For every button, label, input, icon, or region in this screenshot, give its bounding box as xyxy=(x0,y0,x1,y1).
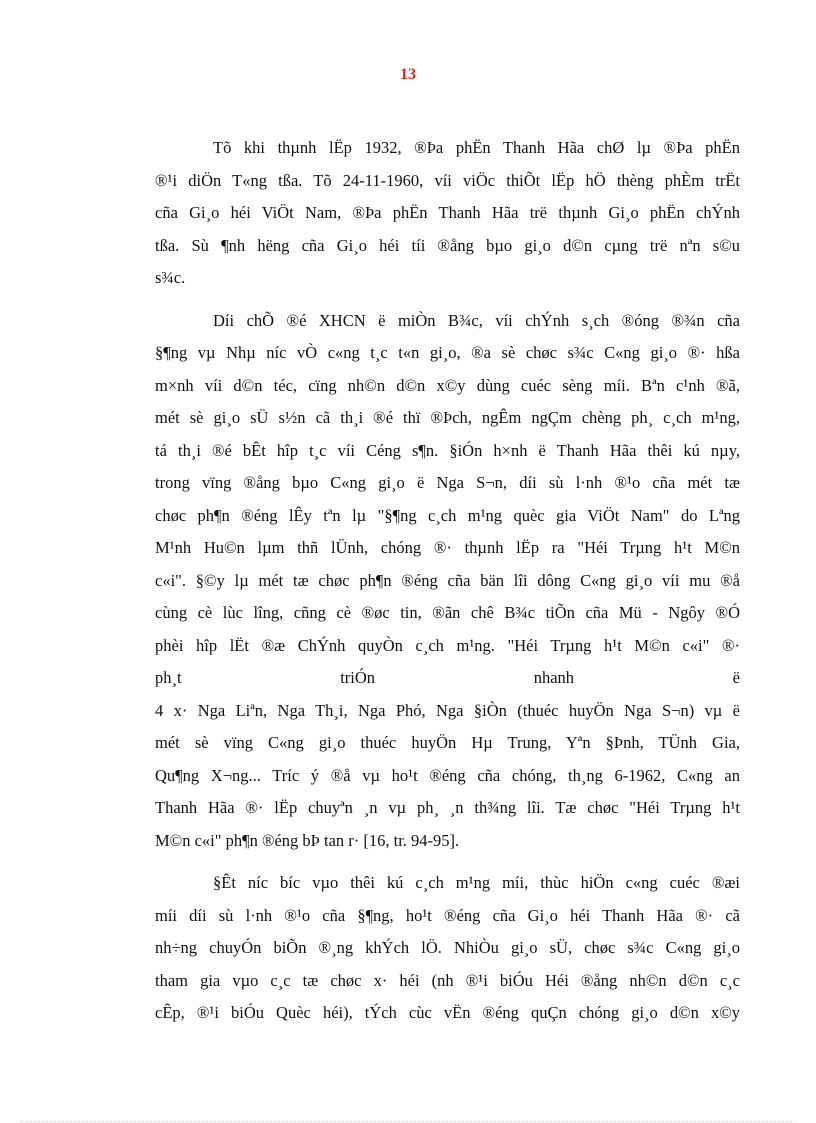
text-line: cùng cè lùc lîng, cñng cè ®øc tin, ®ãn chê B¾c tiÕn cña Mü - Ngôy ®Ó xyxy=(155,603,740,622)
text-line: mét sè vïng C«ng gi¸o thuéc huyÖn Hµ Trung, Yªn §Þnh, TÜnh Gia, xyxy=(155,733,740,752)
text-line: tßa. Sù ¶nh hëng cña Gi¸o héi tíi ®ång bµo gi¸o d©n cµng trë nªn s©u xyxy=(155,235,740,255)
text-line: cña Gi¸o héi ViÖt Nam, ®Þa phËn Thanh Hãa trë thµnh Gi¸o phËn chÝnh xyxy=(155,203,740,222)
text-line: cÊp, ®¹i biÓu Quèc héi), tÝch cùc vËn ®éng quÇn chóng gi¸o d©n x©y xyxy=(155,1003,740,1022)
text-line: Díi chÕ ®é XHCN ë miÒn B¾c, víi chÝnh s¸ch ®óng ®¾n cña xyxy=(213,310,740,330)
paragraph-2 xyxy=(155,305,740,858)
text-line: tham gia vµo c¸c tæ chøc x· héi (nh ®¹i biÓu Héi ®ång nh©n d©n c¸c xyxy=(155,970,740,990)
text-line: tá th¸i ®é bÊt hîp t¸c víi Céng s¶n. §iÓn h×nh ë Thanh Hãa thêi kú nµy, xyxy=(155,440,740,460)
document-body xyxy=(155,132,740,1030)
text-line: §Êt níc bíc vµo thêi kú c¸ch m¹ng míi, thùc hiÖn c«ng cuéc ®æi xyxy=(213,873,740,892)
text-line: mét sè gi¸o sÜ s½n cã th¸i ®é thï ®Þch, ngÊm ngÇm chèng ph¸ c¸ch m¹ng, xyxy=(155,408,740,427)
text-line: ph¸t triÓn nhanh ë xyxy=(155,668,740,687)
text-line: M¹nh Hu©n lµm thñ lÜnh, chóng ®· thµnh lËp ra "Héi Trµng h¹t M©n xyxy=(155,538,740,557)
text-line: Tõ khi thµnh lËp 1932, ®Þa phËn Thanh Hãa chØ lµ ®Þa phËn xyxy=(213,138,740,157)
text-line: Thanh Hãa ®· lËp chuyªn ¸n vµ ph¸ ¸n th¾ng lîi. Tæ chøc "Héi Trµng h¹t xyxy=(155,798,740,817)
text-line: ®¹i diÖn T«ng tßa. Tõ 24-11-1960, víi viÖc thiÕt lËp hÖ thèng phÈm trËt xyxy=(155,170,740,190)
text-line: 4 x· Nga Liªn, Nga Th¸i, Nga Phó, Nga §iÒn (thuéc huyÖn Nga S¬n) vµ ë xyxy=(155,700,740,720)
text-line: §¶ng vµ Nhµ níc vÒ c«ng t¸c t«n gi¸o, ®a sè chøc s¾c C«ng gi¸o ®· hßa xyxy=(155,343,740,362)
text-line: s¾c. xyxy=(155,268,186,287)
text-line: m×nh víi d©n téc, cïng nh©n d©n x©y dùng cuéc sèng míi. Bªn c¹nh ®ã, xyxy=(155,375,740,395)
text-line: phèi hîp lËt ®æ ChÝnh quyÒn c¸ch m¹ng. "Héi Trµng h¹t M©n c«i" ®· xyxy=(155,635,740,655)
text-line: c«i". §©y lµ mét tæ chøc ph¶n ®éng cña bän lîi dông C«ng gi¸o víi mu ®å xyxy=(155,570,740,590)
text-line: nh÷ng chuyÓn biÕn ®¸ng khÝch lÖ. NhiÒu gi¸o sÜ, chøc s¾c C«ng gi¸o xyxy=(155,938,740,957)
paragraph-1 xyxy=(155,132,740,295)
text-line: chøc ph¶n ®éng lÊy tªn lµ "§¶ng c¸ch m¹ng quèc gia ViÖt Nam" do Lªng xyxy=(155,505,740,525)
text-line: míi díi sù l·nh ®¹o cña §¶ng, ho¹t ®éng cña Gi¸o héi Thanh Hãa ®· cã xyxy=(155,905,740,925)
text-line: Qu¶ng X¬ng... Tríc ý ®å vµ ho¹t ®éng cña chóng, th¸ng 6-1962, C«ng an xyxy=(155,765,740,785)
text-line: M©n c«i" ph¶n ®éng bÞ tan r· [16, tr. 94-95]. xyxy=(155,830,460,850)
page-number: 13 xyxy=(400,66,416,83)
paragraph-3 xyxy=(155,867,740,1030)
text-line: trong vïng ®ång bµo C«ng gi¸o ë Nga S¬n, díi sù l·nh ®¹o cña mét tæ xyxy=(155,473,740,492)
page-bottom-rule xyxy=(20,1121,796,1122)
